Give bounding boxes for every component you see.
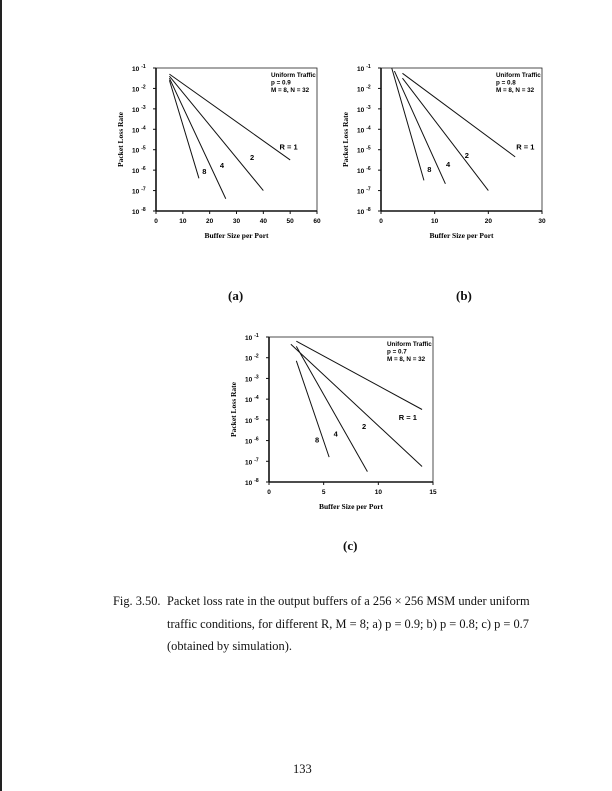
legend-text-a: M = 8, N = 32 [271, 87, 310, 94]
series-label-a: 2 [249, 152, 255, 162]
y-tick-label-b: 10 $^{-2}$ [357, 84, 371, 94]
series-label-a: 8 [202, 167, 207, 177]
y-tick-label-a: 10 $^{-4}$ [132, 125, 146, 135]
panel-label-b: (b) [456, 288, 472, 303]
x-tick-label-b: 0 [379, 218, 383, 225]
series-label-c: 4 [333, 429, 338, 439]
series-label-b: 8 [427, 165, 432, 175]
y-tick-label-c: 10 $^{-8}$ [245, 478, 259, 487]
x-axis-label-b: Buffer Size per Port [429, 231, 494, 240]
x-axis-label-a: Buffer Size per Port [204, 231, 269, 240]
legend-text-b: M = 8, N = 32 [496, 87, 535, 94]
legend-text-c: p = 0.7 [387, 348, 407, 356]
series-line-a-R8 [169, 80, 199, 178]
series-line-c-R4 [296, 346, 367, 471]
x-tick-label-b: 10 [431, 218, 439, 225]
y-tick-label-a: 10 $^{-2}$ [132, 84, 146, 94]
x-tick-label-b: 30 [538, 218, 546, 225]
y-tick-label-a: 10 $^{-1}$ [132, 64, 146, 73]
x-tick-label-a: 0 [154, 218, 158, 225]
x-tick-label-a: 30 [232, 218, 241, 225]
y-axis-label-c: Packet Loss Rate [229, 382, 238, 437]
x-tick-label-c: 10 [374, 489, 382, 496]
x-tick-label-c: 5 [321, 489, 326, 496]
y-tick-label-b: 10 $^{-8}$ [357, 207, 371, 216]
y-tick-label-b: 10 $^{-7}$ [357, 186, 371, 196]
y-tick-label-b: 10 $^{-4}$ [357, 125, 371, 135]
y-tick-label-a: 10 $^{-5}$ [132, 145, 146, 155]
series-label-c: 8 [315, 435, 320, 445]
legend-text-c: M = 8, N = 32 [387, 356, 426, 363]
x-tick-label-a: 60 [313, 218, 321, 225]
x-tick-label-a: 20 [206, 218, 214, 225]
y-tick-label-a: 10 $^{-6}$ [132, 166, 146, 176]
y-tick-label-b: 10 $^{-1}$ [357, 64, 371, 73]
x-tick-label-a: 10 [179, 218, 187, 225]
y-tick-label-c: 10 $^{-1}$ [245, 333, 259, 342]
legend-text-a: Uniform Traffic [271, 72, 316, 79]
caption-text: Packet loss rate in the output buffers of a 256 × 256 MSM under uniform traffic conditions, for different R, M = 8; a) p = 0.9; b) p = 0.8; c) p = 0.7 (obtained by simulation). [167, 594, 530, 653]
series-label-c: R = 1 [398, 412, 417, 422]
panel-label-c: (c) [343, 538, 358, 553]
y-tick-label-a: 10 $^{-3}$ [132, 104, 146, 114]
x-tick-label-a: 50 [286, 218, 294, 225]
legend-text-c: Uniform Traffic [387, 341, 432, 348]
y-tick-label-c: 10 $^{-4}$ [245, 395, 259, 405]
x-tick-label-b: 20 [484, 218, 492, 225]
series-line-b-R2 [402, 78, 488, 190]
caption-fig-label: Fig. 3.50. [113, 594, 161, 608]
legend-text-b: Uniform Traffic [496, 72, 541, 79]
series-line-a-R2 [169, 76, 263, 190]
x-tick-label-c: 0 [267, 489, 271, 496]
panel-label-a: (a) [228, 288, 244, 303]
series-line-a-R4 [169, 78, 225, 199]
figure-caption [113, 590, 533, 658]
page-number: 133 [293, 762, 312, 776]
y-tick-label-c: 10 $^{-3}$ [245, 374, 259, 384]
y-tick-label-c: 10 $^{-7}$ [245, 457, 259, 467]
series-label-b: 2 [464, 150, 469, 160]
y-tick-label-b: 10 $^{-3}$ [357, 104, 371, 114]
y-axis-label-a: Packet Loss Rate [116, 112, 125, 167]
x-axis-label-c: Buffer Size per Port [318, 502, 384, 511]
series-label-b: R = 1 [516, 142, 535, 152]
y-tick-label-b: 10 $^{-5}$ [357, 145, 371, 155]
y-tick-label-c: 10 $^{-6}$ [245, 436, 259, 446]
y-tick-label-a: 10 $^{-7}$ [132, 186, 146, 196]
y-tick-label-b: 10 $^{-6}$ [357, 166, 371, 176]
series-label-a: R = 1 [279, 142, 298, 152]
series-label-b: 4 [445, 160, 451, 170]
x-tick-label-c: 15 [429, 489, 437, 496]
y-axis-label-b: Packet Loss Rate [341, 112, 350, 167]
series-label-c: 2 [362, 422, 367, 432]
legend-text-a: p = 0.9 [271, 79, 291, 87]
x-tick-label-a: 40 [259, 218, 267, 225]
y-tick-label-a: 10 $^{-8}$ [132, 207, 146, 216]
legend-text-b: p = 0.8 [496, 79, 516, 87]
y-tick-label-c: 10 $^{-5}$ [245, 415, 259, 425]
y-tick-label-c: 10 $^{-2}$ [245, 353, 259, 363]
series-label-a: 4 [219, 161, 225, 171]
